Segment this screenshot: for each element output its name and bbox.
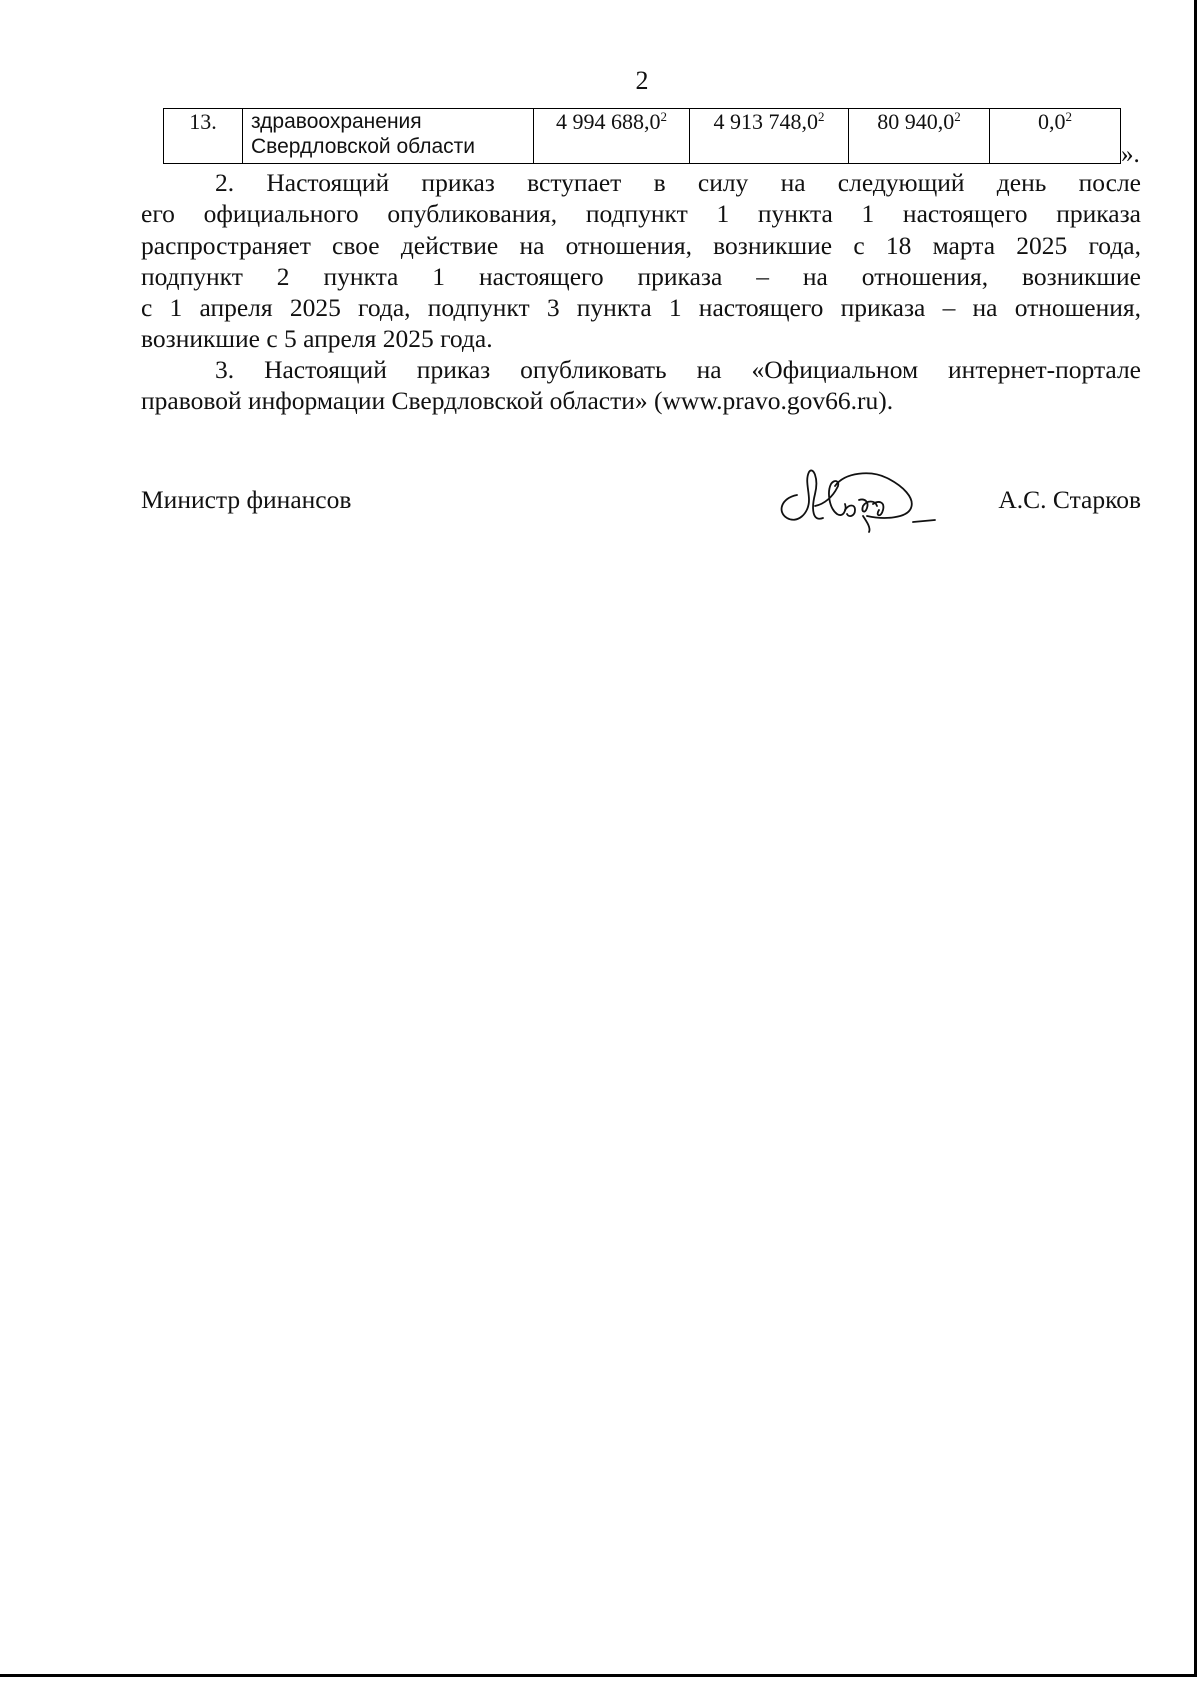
paragraph-2-line: с 1 апреля 2025 года, подпункт 3 пункта 1 настоящего приказа – на отношения, xyxy=(141,293,1141,323)
row-value-2-text: 4 913 748,0 xyxy=(713,109,818,134)
row-number: 13. xyxy=(164,109,243,164)
signatory-position: Министр финансов xyxy=(141,485,352,514)
row-value-4 xyxy=(990,109,1121,164)
paragraph-3-line: правовой информации Свердловской области» (www.pravo.gov66.ru). xyxy=(141,386,894,416)
row-value-3 xyxy=(849,109,990,164)
row-value-1-sup: 2 xyxy=(660,109,667,124)
paragraph-2-line: распространяет свое действие на отношения, возникшие с 18 марта 2025 года, xyxy=(141,230,1141,260)
row-value-3-text: 80 940,0 xyxy=(877,109,955,134)
paragraph-2-line: возникшие с 5 апреля 2025 года. xyxy=(141,324,493,354)
paragraph-2-line: 2. Настоящий приказ вступает в силу на следующий день после xyxy=(215,168,1141,197)
row-value-4-text: 0,0 xyxy=(1038,109,1066,134)
table-row xyxy=(164,109,1121,164)
paragraph-2-line: его официального опубликования, подпункт 1 пункта 1 настоящего приказа xyxy=(141,199,1141,229)
paragraph-3 xyxy=(141,354,1141,417)
row-value-4-sup: 2 xyxy=(1065,109,1072,124)
table-closing-quote: ». xyxy=(1121,141,1140,168)
row-value-2 xyxy=(690,109,849,164)
page-number: 2 xyxy=(635,66,649,95)
row-name-cell xyxy=(243,109,534,164)
row-name-line1: здравоохранения xyxy=(251,110,422,133)
budget-table xyxy=(163,108,1121,164)
paragraph-2-line: подпункт 2 пункта 1 настоящего приказа – на отношения, возникшие xyxy=(141,261,1141,291)
paragraph-2 xyxy=(141,167,1141,355)
row-value-1-text: 4 994 688,0 xyxy=(556,109,661,134)
row-value-2-sup: 2 xyxy=(818,109,825,124)
paragraph-3-line: 3. Настоящий приказ опубликовать на «Официальном интернет-портале xyxy=(215,355,1141,384)
signatory-name: А.С. Старков xyxy=(998,485,1141,514)
row-name-line2: Свердловской области xyxy=(251,135,476,158)
row-value-3-sup: 2 xyxy=(954,109,961,124)
row-value-1 xyxy=(534,109,690,164)
handwritten-signature-icon xyxy=(775,460,955,535)
